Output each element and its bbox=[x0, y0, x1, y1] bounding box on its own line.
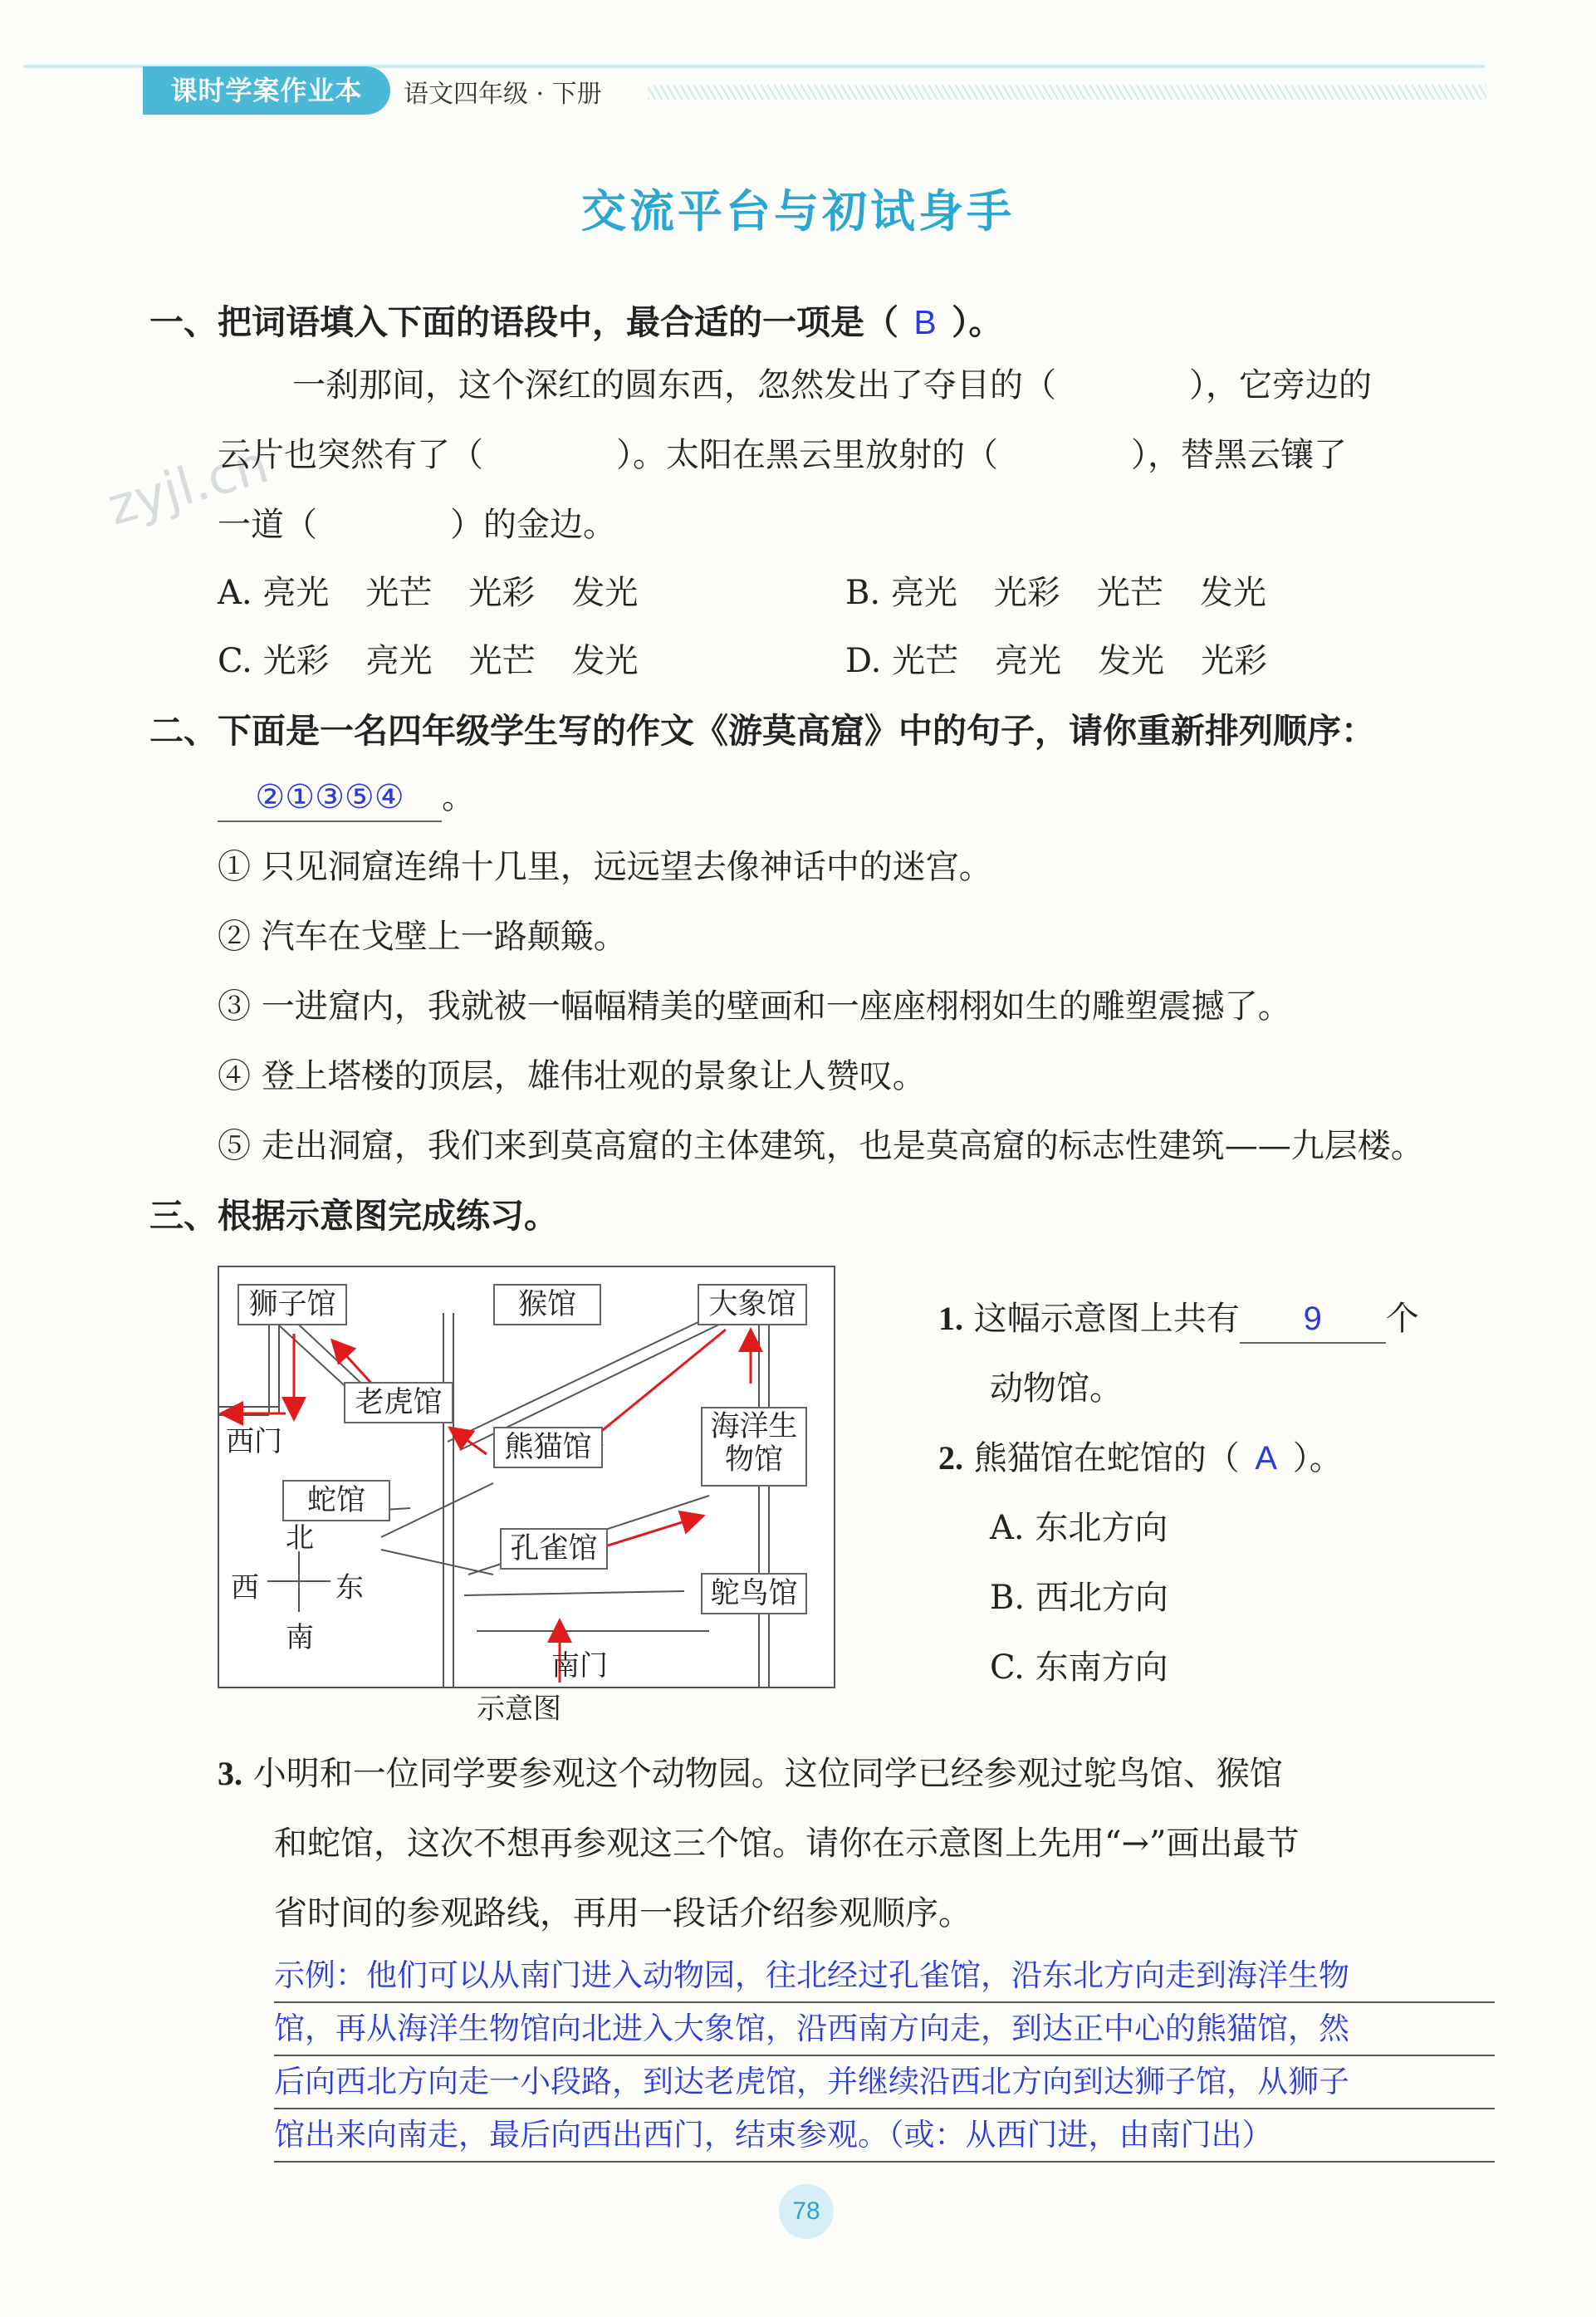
q3-sub1-answer: 9 bbox=[1240, 1296, 1386, 1344]
map-node-lion: 狮子馆 bbox=[237, 1284, 347, 1325]
q2-item-5: ⑤ 走出洞窟，我们来到莫高窟的主体建筑，也是莫高窟的标志性建筑——九层楼。 bbox=[218, 1127, 1424, 1165]
q3-sub2-option-b: B. 西北方向 bbox=[990, 1579, 1168, 1617]
q2-item-2: ② 汽车在戈壁上一路颠簸。 bbox=[218, 918, 627, 956]
q1-passage-line2: 云片也突然有了（ ）。太阳在黑云里放射的（ ），替黑云镶了 bbox=[218, 436, 1347, 474]
zoo-map bbox=[218, 1266, 835, 1688]
page-number: 78 bbox=[779, 2184, 834, 2239]
q1-passage-line1: 一刹那间，这个深红的圆东西，忽然发出了夺目的（ ），它旁边的 bbox=[292, 366, 1372, 404]
q3-sub3-answer bbox=[274, 1950, 1495, 2163]
q3-sub3-line1: 3. 小明和一位同学要参观这个动物园。这位同学已经参观过鸵鸟馆、猴馆 bbox=[218, 1755, 1283, 1793]
map-south-gate: 南门 bbox=[551, 1649, 608, 1683]
watermark: zyjl.cn bbox=[100, 434, 276, 537]
map-node-monkey: 猴馆 bbox=[493, 1284, 601, 1325]
compass-south: 南 bbox=[286, 1621, 314, 1654]
q2-stem: 二、下面是一名四年级学生写的作文《游莫高窟》中的句子，请你重新排列顺序： bbox=[149, 711, 1375, 751]
map-west-gate: 西门 bbox=[226, 1425, 282, 1458]
compass-north: 北 bbox=[286, 1521, 314, 1555]
q3-stem: 三、根据示意图完成练习。 bbox=[149, 1196, 558, 1236]
q3-sub2-option-c: C. 东南方向 bbox=[990, 1648, 1168, 1687]
q3-sub1-line2: 动物馆。 bbox=[990, 1369, 1123, 1408]
answer-line: 馆，再从海洋生物馆向北进入大象馆，沿西南方向走，到达正中心的熊猫馆，然 bbox=[274, 2003, 1495, 2056]
q1-passage-line3: 一道（ ）的金边。 bbox=[218, 506, 616, 544]
map-node-tiger: 老虎馆 bbox=[344, 1382, 453, 1423]
header-tab: 课时学案作业本 bbox=[143, 66, 390, 115]
map-node-ocean: 海洋生物馆 bbox=[701, 1407, 807, 1487]
q2-answer: ②①③⑤④ bbox=[218, 774, 442, 822]
q3-sub1: 1. 这幅示意图上共有 9 个 bbox=[938, 1296, 1419, 1344]
map-node-snake: 蛇馆 bbox=[282, 1480, 390, 1521]
answer-line: 后向西北方向走一小段路，到达老虎馆，并继续沿西北方向到达狮子馆，从狮子 bbox=[274, 2056, 1495, 2109]
map-node-ostrich: 鸵鸟馆 bbox=[701, 1573, 807, 1614]
answer-line: 示例：他们可以从南门进入动物园，往北经过孔雀馆，沿东北方向走到海洋生物 bbox=[274, 1950, 1495, 2003]
q1-stem: 一、把词语填入下面的语段中，最合适的一项是（ B ）。 bbox=[149, 299, 1003, 345]
q1-option-c: C. 光彩 亮光 光芒 发光 bbox=[218, 642, 639, 680]
q2-item-4: ④ 登上塔楼的顶层，雄伟壮观的景象让人赞叹。 bbox=[218, 1057, 926, 1095]
compass-east: 东 bbox=[335, 1571, 364, 1604]
q2-item-1: ① 只见洞窟连绵十几里，远远望去像神话中的迷宫。 bbox=[218, 848, 992, 886]
q3-sub3-line2: 和蛇馆，这次不想再参观这三个馆。请你在示意图上先用“→”画出最节 bbox=[274, 1825, 1300, 1863]
q2-item-3: ③ 一进窟内，我就被一幅幅精美的壁画和一座座栩栩如生的雕塑震撼了。 bbox=[218, 987, 1291, 1026]
map-caption: 示意图 bbox=[477, 1692, 561, 1726]
q1-option-a: A. 亮光 光芒 光彩 发光 bbox=[218, 574, 639, 612]
q1-option-b: B. 亮光 光彩 光芒 发光 bbox=[845, 574, 1266, 612]
page-title: 交流平台与初试身手 bbox=[581, 185, 1015, 238]
q1-answer: B bbox=[913, 303, 937, 341]
compass-west: 西 bbox=[231, 1571, 259, 1604]
map-node-elephant: 大象馆 bbox=[698, 1284, 807, 1325]
map-node-peacock: 孔雀馆 bbox=[500, 1528, 608, 1570]
answer-line: 馆出来向南走，最后向西出西门，结束参观。（或：从西门进，由南门出） bbox=[274, 2109, 1495, 2163]
q3-sub2-option-a: A. 东北方向 bbox=[990, 1509, 1168, 1547]
q1-option-d: D. 光芒 亮光 发光 光彩 bbox=[845, 642, 1268, 680]
q2-answer-row: ②①③⑤④ 。 bbox=[218, 774, 475, 822]
map-node-panda: 熊猫馆 bbox=[493, 1427, 603, 1468]
q3-sub2-answer: A bbox=[1255, 1440, 1278, 1477]
q3-sub3-line3: 省时间的参观路线，再用一段话介绍参观顺序。 bbox=[274, 1894, 972, 1932]
compass-cross bbox=[267, 1551, 330, 1612]
header-hatch bbox=[648, 85, 1486, 100]
header-subtitle: 语文四年级 · 下册 bbox=[404, 80, 602, 109]
q3-sub2: 2. 熊猫馆在蛇馆的（ A ）。 bbox=[938, 1435, 1343, 1482]
